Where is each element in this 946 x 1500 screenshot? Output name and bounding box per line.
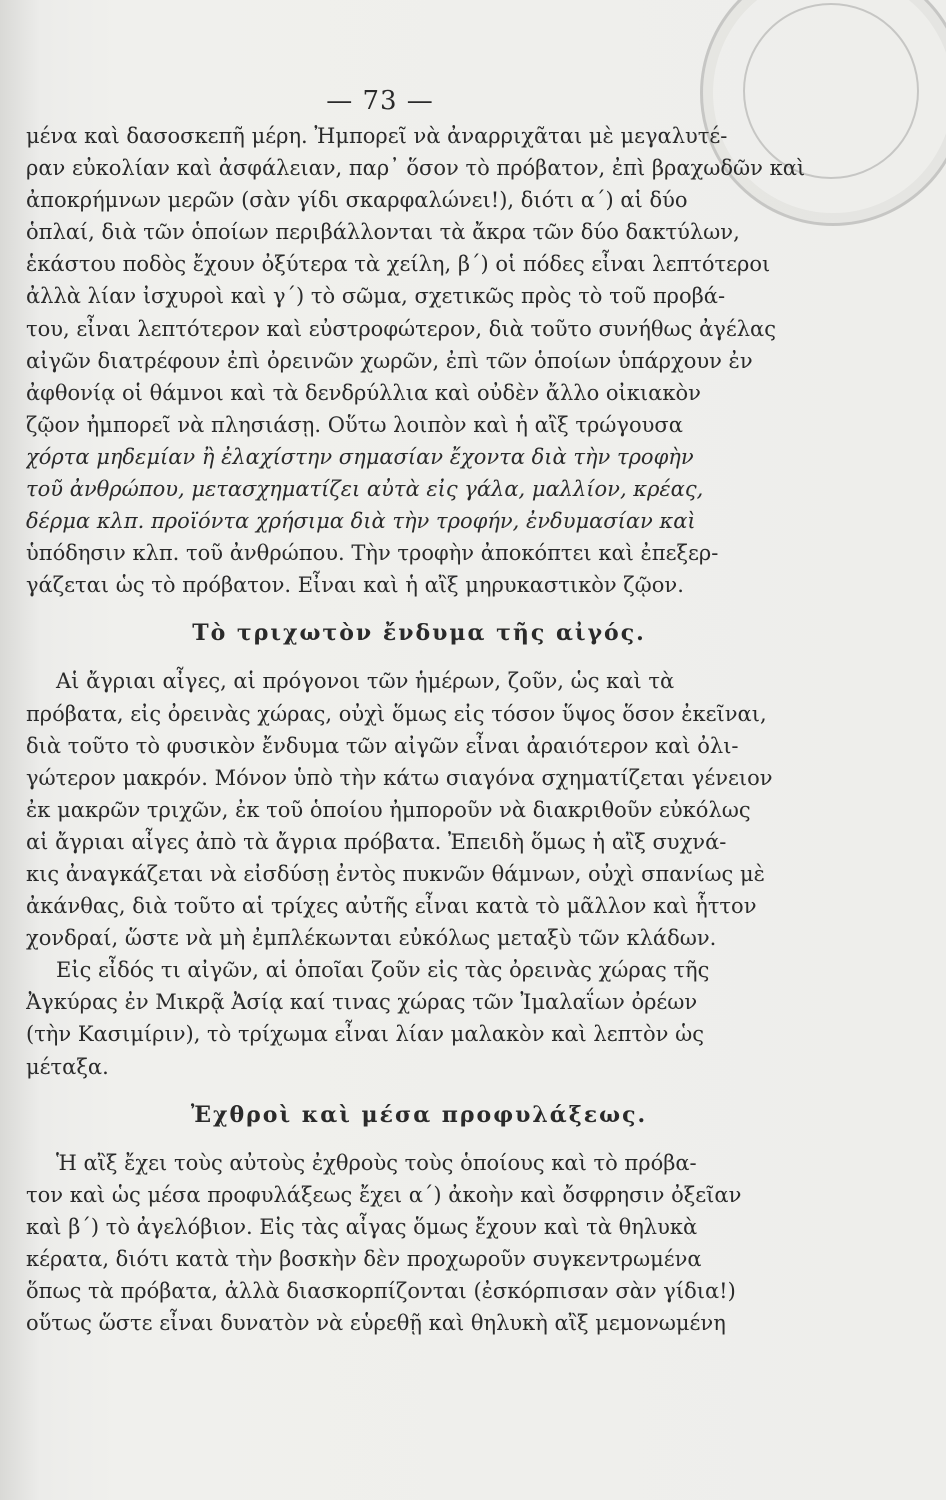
text-line: ὑπόδησιν κλπ. τοῦ ἀνθρώπου. Τὴν τροφὴν ἀποκόπτει καὶ ἐπεξερ- [26,541,719,566]
text-line: Εἰς εἶδός τι αἰγῶν, αἱ ὁποῖαι ζοῦν εἰς τὰς ὀρεινὰς χώρας τῆς [56,958,710,983]
text-line: δέρμα κλπ. προϊόντα χρήσιμα διὰ τὴν τροφήν, ἐνδυμασίαν καὶ [26,509,696,534]
text-line: γώτερον μακρόν. Μόνον ὑπὸ τὴν κάτω σιαγόνα σχηματίζεται γένειον [26,765,773,790]
text-line: του, εἶναι λεπτότερον καὶ εὐστροφώτερον, διὰ τοῦτο συνήθως ἀγέλας [26,316,776,341]
text-line: πρόβατα, εἰς ὀρεινὰς χώρας, οὐχὶ ὅμως εἰς τόσον ὕψος ὅσον ἐκεῖναι, [26,701,767,726]
page-number: — 73 — [326,86,434,116]
text-line: κέρατα, διότι κατὰ τὴν βοσκὴν δὲν προχωροῦν συγκεντρωμένα [26,1246,702,1271]
text-line: κις ἀναγκάζεται νὰ εἰσδύσῃ ἐντὸς πυκνῶν θάμνων, οὐχὶ σπανίως μὲ [26,861,765,886]
text-line: ραν εὐκολίαν καὶ ἀσφάλειαν, παρ᾽ ὅσον τὸ πρόβατον, ἐπὶ βραχωδῶν καὶ [26,156,806,181]
text-line: Αἱ ἄγριαι αἶγες, αἱ πρόγονοι τῶν ἡμέρων, ζοῦν, ὡς καὶ τὰ [56,669,675,694]
text-line: ἀφθονίᾳ οἱ θάμνοι καὶ τὰ δενδρύλλια καὶ οὐδὲν ἄλλο οἰκιακὸν [26,380,701,405]
text-line: καὶ β΄) τὸ ἀγελόβιον. Εἰς τὰς αἶγας ὅμως ἔχουν καὶ τὰ θηλυκὰ [26,1214,698,1239]
text-line: μένα καὶ δασοσκεπῆ μέρη. Ἠμπορεῖ νὰ ἀναρριχᾶται μὲ μεγαλυτέ- [26,124,728,148]
text-line: γάζεται ὡς τὸ πρόβατον. Εἶναι καὶ ἡ αἲξ μηρυκαστικὸν ζῷον. [26,573,684,598]
text-line: ἑκάστου ποδὸς ἔχουν ὀξύτερα τὰ χείλη, β΄) οἱ πόδες εἶναι λεπτότεροι [26,252,771,277]
section-heading: Ἐχθροὶ καὶ μέσα προφυλάξεως. [190,1101,648,1128]
text-line: ὅπως τὰ πρόβατα, ἀλλὰ διασκορπίζονται (ἐσκόρπισαν σὰν γίδια!) [26,1279,736,1303]
text-line: τον καὶ ὡς μέσα προφυλάξεως ἔχει α΄) ἀκοὴν καὶ ὄσφρησιν ὀξεῖαν [26,1182,742,1207]
text-line: χονδραί, ὥστε νὰ μὴ ἐμπλέκωνται εὐκόλως μεταξὺ τῶν κλάδων. [26,926,717,951]
text-line: ἐκ μακρῶν τριχῶν, ἐκ τοῦ ὁποίου ἠμποροῦν νὰ διακριθοῦν εὐκόλως [26,797,751,822]
text-line: χόρτα μηδεμίαν ἢ ἐλαχίστην σημασίαν ἔχοντα διὰ τὴν τροφὴν [26,444,694,469]
text-line: (τὴν Κασιμίριν), τὸ τρίχωμα εἶναι λίαν μαλακὸν καὶ λεπτὸν ὡς [26,1022,704,1047]
text-line: ζῷον ἠμπορεῖ νὰ πλησιάσῃ. Οὕτω λοιπὸν καὶ ἡ αἲξ τρώγουσα [26,412,683,437]
text-line: αἰγῶν διατρέφουν ἐπὶ ὀρεινῶν χωρῶν, ἐπὶ τῶν ὁποίων ὑπάρχουν ἐν [26,348,753,373]
page-body [26,120,812,1339]
text-line: αἱ ἄγριαι αἶγες ἀπὸ τὰ ἄγρια πρόβατα. Ἐπειδὴ ὅμως ἡ αἲξ συχνά- [26,829,727,854]
text-line: Ἀγκύρας ἐν Μικρᾷ Ἀσίᾳ καί τινας χώρας τῶν Ἰμαλαΐων ὀρέων [26,990,698,1015]
text-line: διὰ τοῦτο τὸ φυσικὸν ἔνδυμα τῶν αἰγῶν εἶναι ἀραιότερον καὶ ὀλι- [26,733,739,758]
text-line: ἀποκρήμνων μερῶν (σὰν γίδι σκαρφαλώνει!), διότι α΄) αἱ δύο [26,188,688,213]
text-line: μέταξα. [26,1054,109,1079]
text-line: ὁπλαί, διὰ τῶν ὁποίων περιβάλλονται τὰ ἄκρα τῶν δύο δακτύλων, [26,220,740,245]
text-line: τοῦ ἀνθρώπου, μετασχηματίζει αὐτὰ εἰς γάλα, μαλλίον, κρέας, [26,477,704,502]
text-line: οὕτως ὥστε εἶναι δυνατὸν νὰ εὑρεθῇ καὶ θηλυκὴ αἲξ μεμονωμένη [26,1311,726,1336]
text-line: ἀλλὰ λίαν ἰσχυροὶ καὶ γ΄) τὸ σῶμα, σχετικῶς πρὸς τὸ τοῦ προβά- [26,284,726,309]
section-heading: Τὸ τριχωτὸν ἔνδυμα τῆς αἰγός. [192,620,646,647]
text-line: Ἡ αἲξ ἔχει τοὺς αὐτοὺς ἐχθροὺς τοὺς ὁποίους καὶ τὸ πρόβα- [56,1150,697,1175]
text-line: ἀκάνθας, διὰ τοῦτο αἱ τρίχες αὐτῆς εἶναι κατὰ τὸ μᾶλλον καὶ ἧττον [26,894,757,919]
